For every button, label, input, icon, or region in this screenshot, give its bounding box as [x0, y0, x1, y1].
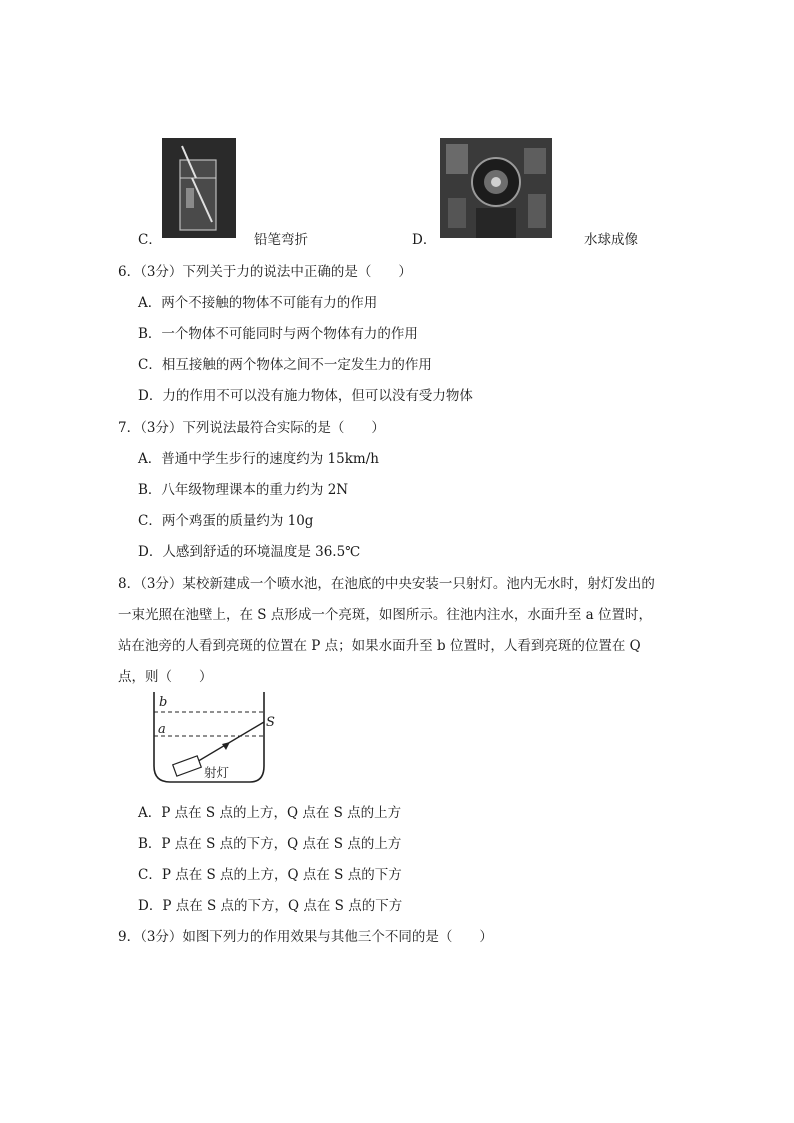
option-d-label: D． — [412, 232, 437, 248]
label-b: b — [159, 695, 168, 710]
question-6-option-b: B．一个物体不可能同时与两个物体有力的作用 — [138, 326, 418, 342]
question-6-option-a: A．两个不接触的物体不可能有力的作用 — [138, 295, 378, 311]
question-7-option-a: A．普通中学生步行的速度约为 15km/h — [138, 451, 379, 467]
question-7-option-c: C．两个鸡蛋的质量约为 10g — [138, 513, 314, 529]
water-ball-photo — [440, 138, 552, 238]
question-8-line-4: 点，则（ ） — [118, 669, 213, 685]
question-8-line-3: 站在池旁的人看到亮斑的位置在 P 点；如果水面升至 b 位置时，人看到亮斑的位置在 Q — [118, 638, 641, 654]
question-7-option-d: D．人感到舒适的环境温度是 36.5℃ — [138, 544, 361, 560]
question-6-option-c: C．相互接触的两个物体之间不一定发生力的作用 — [138, 357, 432, 373]
question-7-stem: 7．（3分）下列说法最符合实际的是（ ） — [118, 420, 385, 436]
question-8-option-a: A．P 点在 S 点的上方，Q 点在 S 点的上方 — [138, 805, 402, 821]
question-8-option-d: D．P 点在 S 点的下方，Q 点在 S 点的下方 — [138, 898, 403, 914]
label-s: S — [266, 715, 275, 730]
water-ball-caption: 水球成像 — [584, 232, 638, 248]
question-8-line-1: 8．（3分）某校新建成一个喷水池，在池底的中央安装一只射灯。池内无水时，射灯发出的 — [118, 576, 655, 592]
question-8-line-2: 一束光照在池壁上，在 S 点形成一个亮斑，如图所示。往池内注水，水面升至 a 位置时， — [118, 607, 652, 623]
question-7-option-b: B．八年级物理课本的重力约为 2N — [138, 482, 349, 498]
question-9-stem: 9．（3分）如图下列力的作用效果与其他三个不同的是（ ） — [118, 929, 493, 945]
lamp — [173, 756, 202, 776]
question-8-option-b: B．P 点在 S 点的下方，Q 点在 S 点的上方 — [138, 836, 402, 852]
question-6-stem: 6．（3分）下列关于力的说法中正确的是（ ） — [118, 264, 412, 280]
pool-figure — [146, 688, 282, 788]
label-a: a — [158, 722, 166, 737]
question-6-option-d: D．力的作用不可以没有施力物体，但可以没有受力物体 — [138, 388, 473, 404]
pencil-bending-photo — [162, 138, 236, 238]
pencil-bending-caption: 铅笔弯折 — [254, 232, 308, 248]
lamp-label: 射灯 — [204, 765, 230, 780]
question-8-option-c: C．P 点在 S 点的上方，Q 点在 S 点的下方 — [138, 867, 402, 883]
option-c-label: C． — [138, 232, 162, 248]
